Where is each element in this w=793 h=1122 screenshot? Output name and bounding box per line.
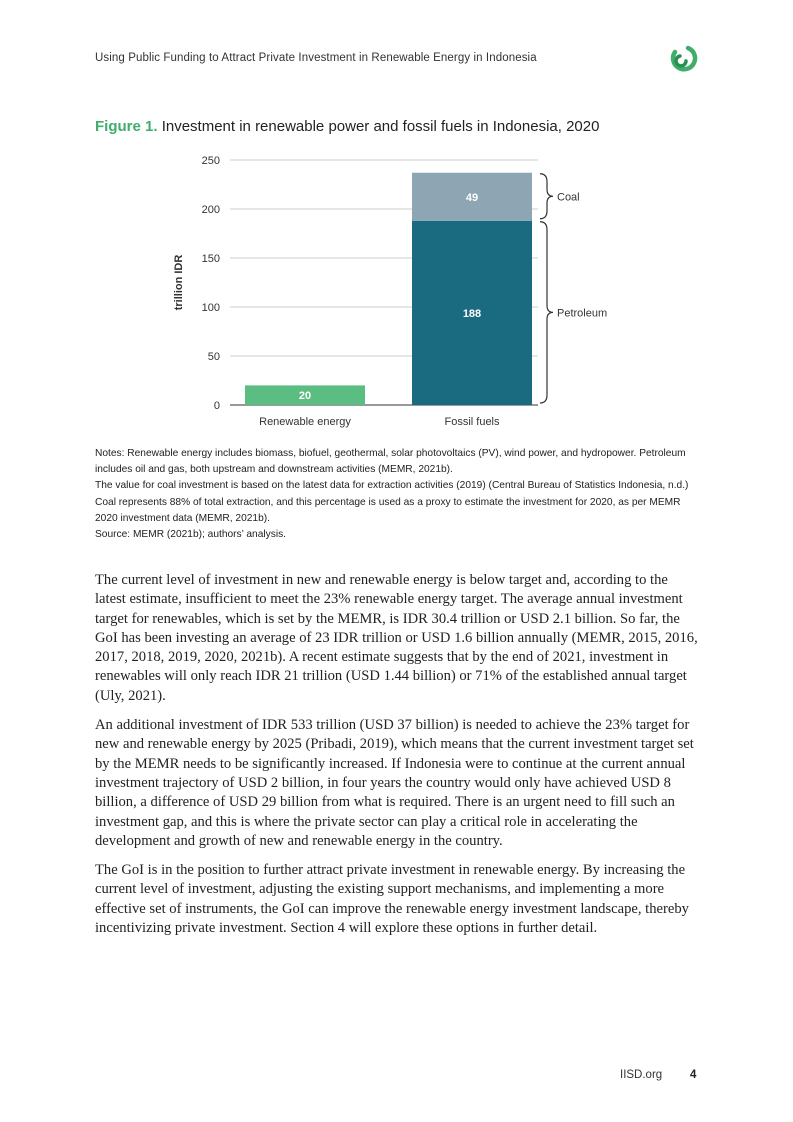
notes-source: Source: MEMR (2021b); authors’ analysis.: [95, 529, 287, 541]
coal-brace: [540, 174, 553, 219]
y-tick-label: 0: [213, 400, 220, 412]
figure-label: Figure 1.: [95, 118, 158, 135]
y-tick-label: 250: [201, 155, 220, 167]
y-axis-title: trillion IDR: [173, 254, 185, 311]
data-label: 20: [298, 390, 312, 403]
running-header: Using Public Funding to Attract Private Investment in Renewable Energy in Indonesia: [95, 52, 537, 64]
chart-svg: [160, 148, 700, 438]
body-paragraph-3: The GoI is in the position to further attract private investment in renewable energy. By increasing the current level of investment, adjusting the existing support mechanisms, and implementing a more effective set of instruments, the GoI can improve the renewable energy investment landscape, thereby incentivizing private investment. Section 4 will explore these options in further detail.: [95, 862, 689, 937]
notes-paragraph-1: Notes: Renewable energy includes biomass, biofuel, geothermal, solar photovoltaics (PV), wind power, and hydropower. Petroleum includes oil and gas, both upstream and downstream activities (MEMR, 2021b).: [95, 448, 686, 476]
petroleum-brace: [540, 222, 553, 403]
investment-chart: [160, 148, 700, 438]
x-tick-label: Renewable energy: [259, 416, 351, 428]
page-number: 4: [690, 1069, 697, 1081]
figure-title: [95, 118, 599, 135]
y-tick-label: 50: [207, 351, 220, 363]
notes-paragraph-2: The value for coal investment is based on the latest data for extraction activities (2019) (Central Bureau of Statistics Indonesia, n.d.) Coal represents 88% of total extraction, and this percentage is used as a proxy to estimate the investment for 2020, as per MEMR 2020 investment data (MEMR, 2021b).: [95, 480, 689, 524]
y-tick-label: 100: [201, 302, 220, 314]
body-paragraph-1: The current level of investment in new and renewable energy is below target and, according to the latest estimate, insufficient to meet the 23% renewable energy target. The average annual investment target for renewables, which is set by the MEMR, is IDR 30.4 trillion or USD 2.1 billion. So far, the GoI has been investing an average of 23 IDR trillion or USD 1.6 billion annually (MEMR, 2015, 2016, 2017, 2018, 2019, 2020, 2021b). A recent estimate suggests that by the end of 2021, investment in renewables will only reach IDR 21 trillion (USD 1.44 billion) or 71% of the established annual target (Uly, 2021).: [95, 572, 698, 704]
footer-site: IISD.org: [620, 1069, 663, 1081]
y-tick-label: 200: [201, 204, 220, 216]
iisd-logo-icon: [668, 44, 698, 74]
body-paragraph-2: An additional investment of IDR 533 trillion (USD 37 billion) is needed to achieve the 23% target for new and renewable energy by 2025 (Pribadi, 2019), which means that the current investment target set by the MEMR needs to be significantly increased. If Indonesia were to continue at the current annual investment trajectory of USD 2 billion, in four years the country would only have achieved USD 8 billion, a difference of USD 29 billion from what is required. There is an urgent need to fill such an investment gap, and this is where the private sector can play a critical role in accelerating the development and growth of new and renewable energy in the country.: [95, 717, 694, 849]
figure-caption: Investment in renewable power and fossil fuels in Indonesia, 2020: [161, 118, 600, 135]
data-label: 49: [465, 191, 479, 204]
figure-notes: [95, 446, 700, 543]
petroleum-annotation: Petroleum: [557, 307, 608, 320]
coal-annotation: Coal: [557, 191, 580, 204]
data-label: 188: [462, 307, 482, 320]
y-tick-label: 150: [201, 253, 220, 265]
x-tick-label: Fossil fuels: [444, 416, 500, 428]
body-text: [95, 571, 700, 948]
